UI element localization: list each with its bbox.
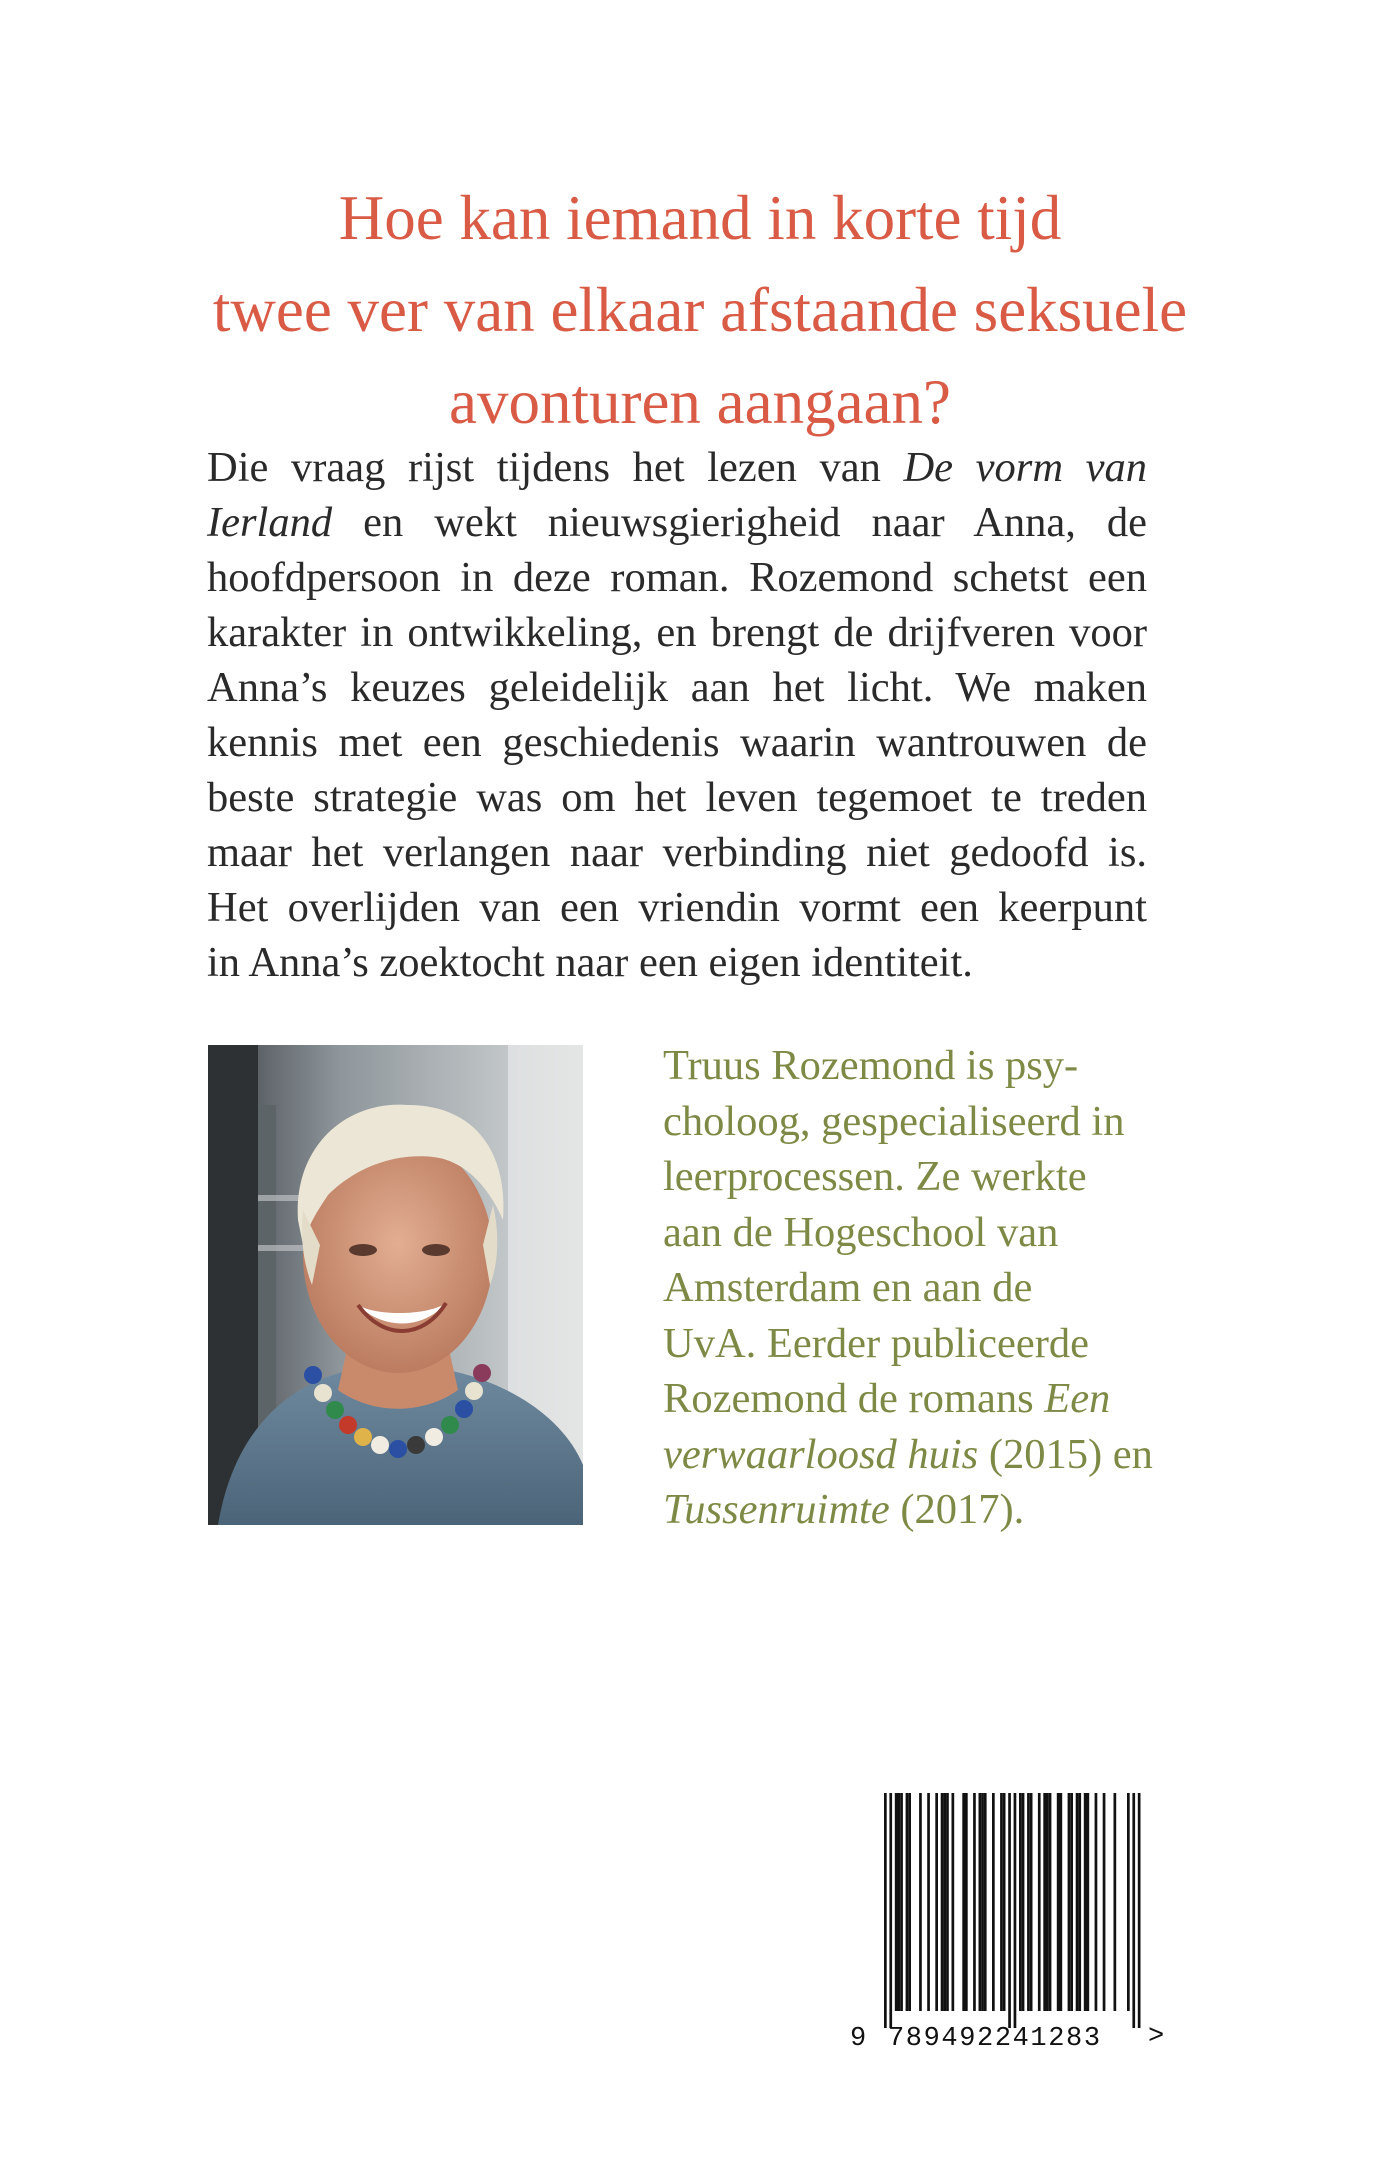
barcode-bar	[1095, 1793, 1098, 2011]
book-title-italic: Een	[1044, 1375, 1111, 1422]
barcode-bar	[979, 1793, 982, 2011]
blurb-line: Het overlijden van een vriendin vormt een keerpunt	[207, 884, 1147, 931]
barcode-bar	[965, 1793, 968, 2011]
bio-line: choloog, gespecialiseerd in	[663, 1097, 1125, 1145]
isbn-arrow-icon: >	[1148, 2022, 1165, 2052]
bio-line	[663, 1371, 1143, 1427]
barcode-bar	[992, 1793, 995, 2011]
bio-line: UvA. Eerder publiceerde	[663, 1319, 1089, 1367]
blurb-text: en wekt nieuwsgierigheid naar Anna, de	[363, 499, 1148, 546]
blurb-line: Anna’s keuzes geleidelijk aan het licht. We maken	[207, 664, 1147, 711]
blurb-line	[207, 440, 1147, 495]
blurb-line: maar het verlangen naar verbinding niet gedoofd is.	[207, 829, 1147, 876]
barcode-bar	[935, 1793, 938, 2011]
headline	[150, 172, 1250, 448]
blurb-line: karakter in ontwikkeling, en brengt de drijfveren voor	[207, 609, 1147, 656]
barcode-bar	[1000, 1793, 1003, 2011]
bio-text: (2015) en	[988, 1430, 1153, 1478]
barcode-bar	[981, 1793, 984, 2011]
blurb-line	[207, 495, 1147, 550]
barcode-bar	[1127, 1793, 1130, 2011]
headline-line-1: Hoe kan iemand in korte tijd	[338, 183, 1062, 253]
barcode-icon	[848, 1793, 1170, 2028]
bio-line: Truus Rozemond is psy-	[663, 1042, 1079, 1089]
isbn-barcode	[848, 1793, 1170, 2028]
barcode-bar	[895, 1793, 898, 2011]
barcode-bar	[1103, 1793, 1106, 2011]
barcode-bar	[889, 1793, 892, 2028]
barcode-bar	[952, 1793, 955, 2011]
barcode-bar	[1076, 1793, 1079, 2011]
barcode-bar	[1008, 1793, 1011, 2028]
blurb-paragraph	[207, 440, 1147, 990]
blurb-line: kennis met een geschiedenis waarin wantrouwen de	[207, 719, 1147, 766]
barcode-bar	[1070, 1793, 1073, 2011]
barcode-bar	[908, 1793, 911, 2011]
barcode-bar	[898, 1793, 901, 2011]
barcode-bar	[906, 1793, 909, 2011]
author-photo	[208, 1045, 583, 1525]
barcode-bar	[1019, 1793, 1022, 2011]
book-title-italic: Ierland	[207, 499, 333, 546]
author-portrait-icon	[208, 1045, 583, 1525]
blurb-line: beste strategie was om het leven tegemoet te treden	[207, 774, 1147, 821]
barcode-bar	[927, 1793, 930, 2011]
book-title-italic: verwaarloosd huis	[663, 1430, 979, 1478]
barcode-bar	[973, 1793, 976, 2011]
barcode-bar	[1114, 1793, 1117, 2011]
barcode-bar	[1043, 1793, 1046, 2011]
barcode-bar	[1022, 1793, 1025, 2011]
barcode-bar	[1049, 1793, 1052, 2011]
bio-line: Amsterdam en aan de	[663, 1264, 1033, 1311]
bio-text: (2017).	[900, 1486, 1025, 1533]
barcode-bar	[1057, 1793, 1060, 2011]
barcode-bar	[1132, 1793, 1135, 2028]
barcode-bar	[1084, 1793, 1087, 2011]
headline-line-3: avonturen aangaan?	[449, 367, 951, 437]
barcode-bar	[1138, 1793, 1141, 2028]
barcode-bar	[884, 1793, 887, 2028]
barcode-bar	[943, 1793, 946, 2011]
book-title-italic: Tussenruimte	[663, 1486, 890, 1533]
bio-line	[663, 1482, 1143, 1538]
barcode-bar	[1068, 1793, 1071, 2011]
barcode-bar	[1087, 1793, 1090, 2011]
isbn-number	[848, 2024, 1170, 2064]
bio-text: Rozemond de romans	[663, 1375, 1034, 1422]
barcode-bar	[941, 1793, 944, 2011]
barcode-bar	[1030, 1793, 1033, 2011]
blurb-line: hoofdpersoon in deze roman. Rozemond schetst een	[207, 554, 1147, 601]
barcode-bar	[1014, 1793, 1017, 2028]
barcode-bar	[1003, 1793, 1006, 2011]
barcode-bar	[1046, 1793, 1049, 2011]
author-bio	[663, 1038, 1153, 1538]
headline-line-2: twee ver van elkaar afstaande seksuele	[212, 275, 1188, 345]
bio-line: aan de Hogeschool van	[663, 1208, 1059, 1256]
barcode-bar	[1078, 1793, 1081, 2011]
isbn-digits: 789492241283	[888, 2024, 1102, 2054]
blurb-line: in Anna’s zoektocht naar een eigen identiteit.	[207, 939, 973, 986]
barcode-bar	[919, 1793, 922, 2011]
bio-line	[663, 1427, 1153, 1483]
barcode-bar	[984, 1793, 987, 2011]
book-title-italic: De vorm van	[903, 444, 1147, 491]
blurb-text: Die vraag rijst tijdens het lezen van	[207, 444, 881, 491]
bio-line: leerprocessen. Ze werkte	[663, 1153, 1087, 1200]
barcode-bar	[1060, 1793, 1063, 2011]
barcode-bar	[946, 1793, 949, 2011]
isbn-lead-digit: 9	[850, 2024, 867, 2054]
barcode-bar	[962, 1793, 965, 2011]
barcode-bar	[1027, 1793, 1030, 2011]
barcode-bar	[900, 1793, 903, 2011]
barcode-bar	[1038, 1793, 1041, 2011]
